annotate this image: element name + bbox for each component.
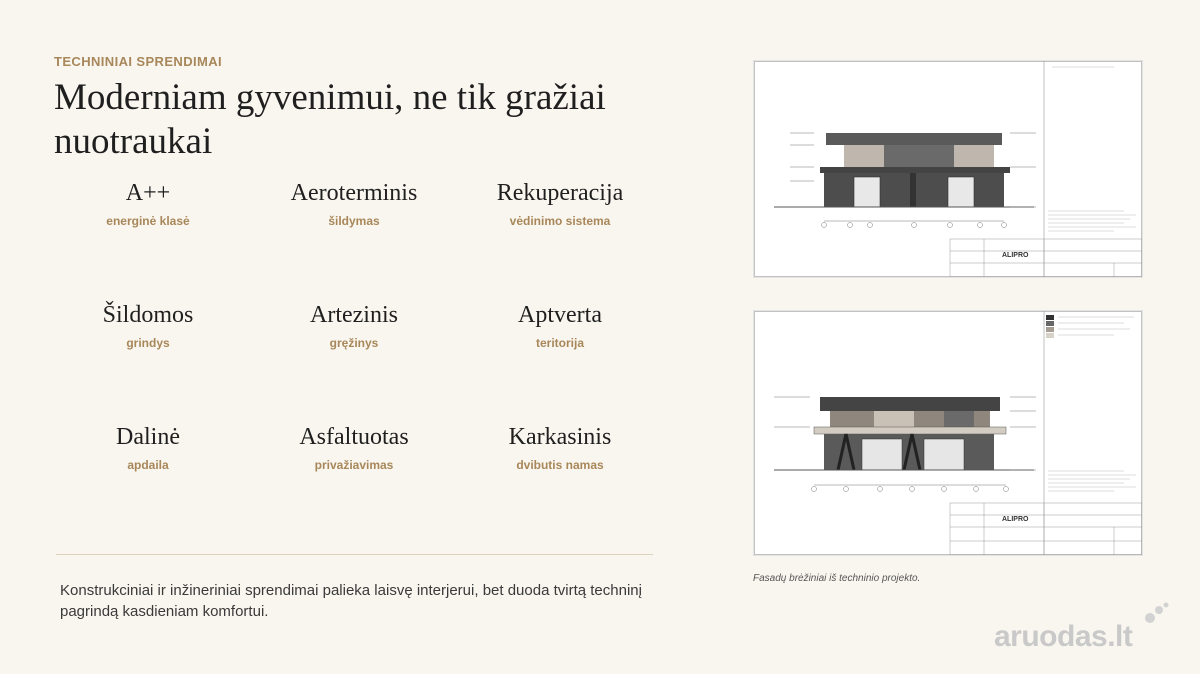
facade-drawing-front: [753, 60, 1143, 278]
feature-value: Dalinė: [116, 424, 180, 450]
feature-label: teritorija: [535, 336, 584, 350]
feature-item: [54, 298, 242, 420]
feature-label: energinė klasė: [106, 214, 190, 228]
feature-value: A++: [125, 180, 171, 206]
svg-text:ALIPRO: ALIPRO: [1002, 516, 1029, 523]
feature-value: Aeroterminis: [290, 180, 418, 206]
feature-value: Aptverta: [518, 302, 602, 328]
feature-label: šildymas: [328, 214, 380, 228]
feature-item: [466, 298, 654, 420]
feature-label: privažiavimas: [314, 458, 394, 472]
facade-drawing-side: [753, 310, 1143, 556]
feature-value: Asfaltuotas: [299, 424, 409, 450]
feature-item: [242, 298, 466, 420]
svg-text:ALIPRO: ALIPRO: [1002, 252, 1029, 259]
feature-item: [242, 176, 466, 298]
feature-value: Artezinis: [310, 302, 398, 328]
feature-item: [466, 176, 654, 298]
watermark-bubbles-icon: [1142, 602, 1170, 624]
feature-item: [242, 420, 466, 542]
drawings-caption: Fasadų brėžiniai iš techninio projekto.: [753, 573, 921, 584]
feature-value: Šildomos: [102, 302, 194, 328]
feature-item: [54, 420, 242, 542]
feature-value: Karkasinis: [508, 424, 612, 450]
features-grid: [54, 176, 654, 542]
watermark-logo: aruodas.lt: [994, 620, 1133, 653]
facade-drawing-1-svg: [754, 61, 1142, 277]
section-eyebrow: TECHNINIAI SPRENDIMAI: [54, 54, 223, 69]
feature-label: apdaila: [127, 458, 169, 472]
page-headline: Moderniam gyvenimui, ne tik gražiai nuotraukai: [54, 77, 606, 162]
feature-item: [466, 420, 654, 542]
footer-description: Konstrukciniai ir inžineriniai sprendimai palieka laisvę interjerui, bet duoda tvirtą techninį pagrindą kasdieniam komfortui.: [60, 582, 642, 620]
feature-value: Rekuperacija: [496, 180, 624, 206]
feature-label: gręžinys: [329, 336, 379, 350]
feature-label: grindys: [126, 336, 170, 350]
feature-label: dvibutis namas: [516, 458, 604, 472]
section-divider: [56, 554, 653, 555]
feature-label: vėdinimo sistema: [509, 214, 611, 228]
facade-drawing-2-svg: [754, 311, 1142, 555]
feature-item: [54, 176, 242, 298]
